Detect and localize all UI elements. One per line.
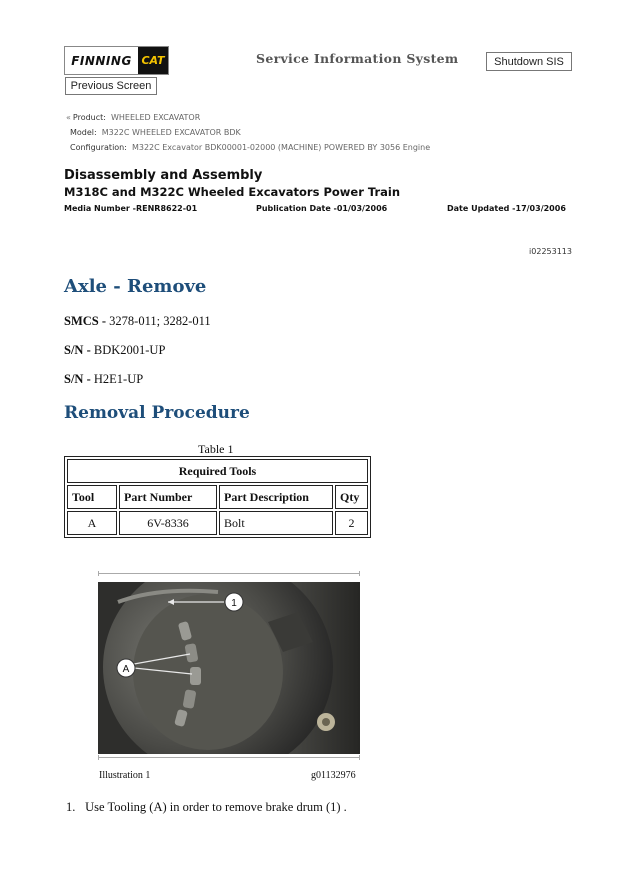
date-updated: Date Updated -17/03/2006 <box>447 204 566 213</box>
previous-screen-button[interactable]: Previous Screen <box>65 77 157 95</box>
cell-tool: A <box>67 511 117 535</box>
brake-drum-photo <box>98 582 360 754</box>
publication-date: Publication Date -01/03/2006 <box>256 204 388 213</box>
configuration-value: M322C Excavator BDK00001-02000 (MACHINE) POWERED BY 3056 Engine <box>131 143 431 152</box>
media-number: Media Number -RENR8622-01 <box>64 204 198 213</box>
sn-value-2: H2E1-UP <box>93 372 144 386</box>
column-header-tool: Tool <box>67 485 117 509</box>
logo-finning-text: FINNING <box>71 53 132 68</box>
callout-1: 1 <box>231 598 237 609</box>
illustration-graphic-id: g01132976 <box>311 770 356 781</box>
serial-number-line-2 <box>64 372 143 387</box>
model-line <box>70 128 241 137</box>
model-value: M322C WHEELED EXCAVATOR BDK <box>101 128 241 137</box>
smcs-label: SMCS - <box>64 314 107 328</box>
document-id: i02253113 <box>529 247 572 256</box>
system-title: Service Information System <box>256 51 459 66</box>
document-title: Disassembly and Assembly <box>64 168 263 183</box>
sn-label-2: S/N - <box>64 372 91 386</box>
step-number: 1. <box>66 800 76 814</box>
illustration-top-rule <box>98 573 360 574</box>
finning-cat-logo <box>64 46 169 75</box>
configuration-label: Configuration: <box>70 143 127 152</box>
cell-qty: 2 <box>335 511 368 535</box>
sn-value-1: BDK2001-UP <box>93 343 166 357</box>
configuration-line <box>70 143 430 152</box>
sn-label-1: S/N - <box>64 343 91 357</box>
illustration-caption: Illustration 1 <box>99 770 151 781</box>
product-value: WHEELED EXCAVATOR <box>110 113 201 122</box>
table-caption: Table 1 <box>198 442 234 456</box>
document-subtitle: M318C and M322C Wheeled Excavators Power Train <box>64 185 401 199</box>
table-row <box>67 511 368 535</box>
smcs-value: 3278-011; 3282-011 <box>109 314 211 328</box>
table-title: Required Tools <box>67 459 368 483</box>
model-label: Model: <box>70 128 97 137</box>
column-header-qty: Qty <box>335 485 368 509</box>
serial-number-line-1 <box>64 343 165 358</box>
logo-cat-text: CAT <box>138 47 168 74</box>
procedure-heading: Removal Procedure <box>64 403 250 423</box>
procedure-step-1 <box>66 800 347 815</box>
product-label: Product: <box>72 113 106 122</box>
column-header-part-description: Part Description <box>219 485 333 509</box>
column-header-part-number: Part Number <box>119 485 217 509</box>
cell-part-description: Bolt <box>219 511 333 535</box>
section-heading: Axle - Remove <box>64 276 207 297</box>
smcs-line <box>64 314 211 329</box>
illustration-bottom-rule <box>98 757 360 758</box>
callout-a: A <box>122 664 130 675</box>
step-text: Use Tooling (A) in order to remove brake drum (1) . <box>85 800 347 814</box>
product-line <box>66 113 200 122</box>
shutdown-sis-button[interactable]: Shutdown SIS <box>486 52 572 71</box>
cell-part-number: 6V-8336 <box>119 511 217 535</box>
collapse-arrows-icon[interactable]: « <box>66 113 71 122</box>
required-tools-table <box>64 456 371 538</box>
